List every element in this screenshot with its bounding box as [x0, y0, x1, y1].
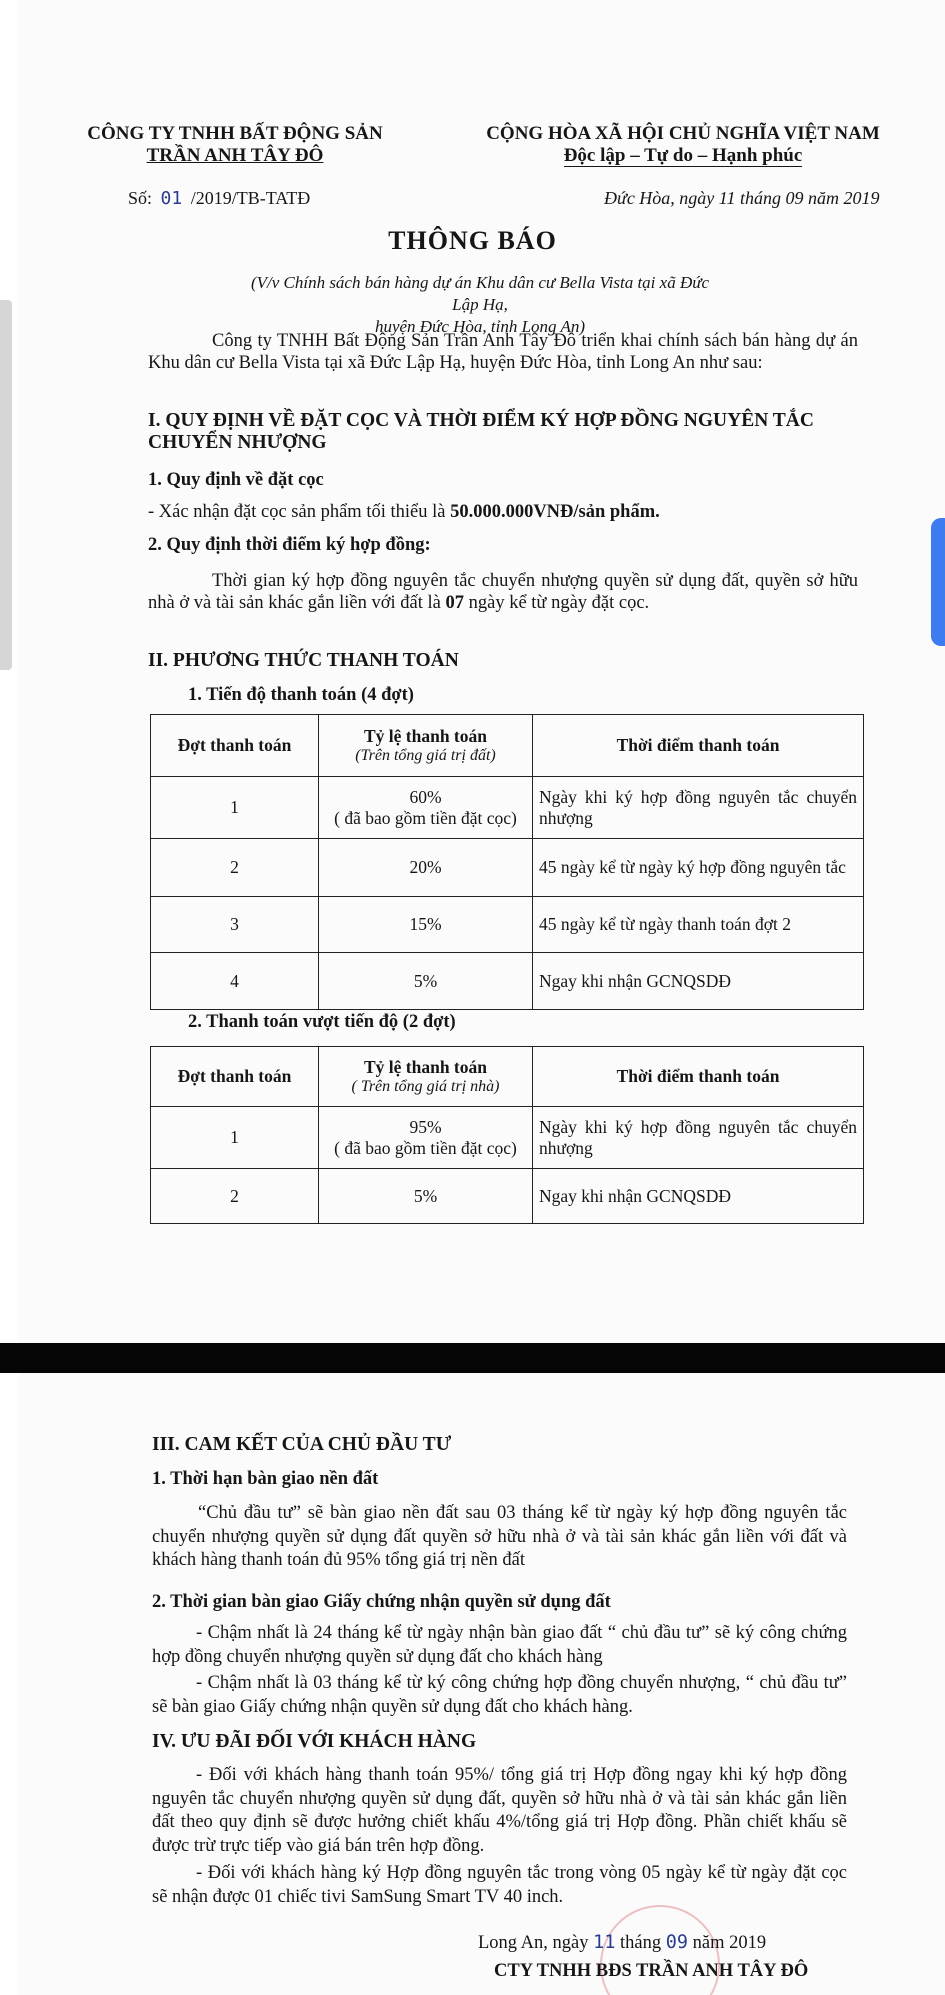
- company-line1: CÔNG TY TNHH BẤT ĐỘNG SẢN: [87, 123, 383, 144]
- nation-motto: Độc lập – Tự do – Hạnh phúc: [563, 145, 803, 166]
- signature-company: CTY TNHH BĐS TRẦN ANH TÂY ĐÔ: [494, 1961, 809, 1981]
- table2-title: 2. Thanh toán vượt tiến độ (2 đợt): [188, 1012, 456, 1032]
- intro-paragraph: Công ty TNHH Bất Động Sản Trần Anh Tây Đô triển khai chính sách bán hàng dự án Khu dân cư Bella Vista tại xã Đức Lập Hạ, huyện Đức Hòa, tỉnh Long An như sau:: [148, 331, 858, 373]
- offer-paragraph-1: - Đối với khách hàng thanh toán 95%/ tổng giá trị Hợp đồng ngay khi ký hợp đồng nguyên tắc chuyển nhượng quyền sử dụng đất, quyền sở hữu nhà ở và tài sản khác gắn liền đất theo quy định sẽ được hưởng chiết khấu 4%/tổng giá trị Hợp đồng. Phần chiết khấu sẽ được trừ trực tiếp vào giá bán trên hợp đồng.: [152, 1765, 847, 1856]
- table-row: 1 95% ( đã bao gồm tiền đặt cọc) Ngày khi ký hợp đồng nguyên tắc chuyển nhượng: [151, 1107, 864, 1169]
- section3-heading: III. CAM KẾT CỦA CHỦ ĐẦU TƯ: [152, 1434, 452, 1455]
- deposit-amount: 50.000.000VNĐ/sản phẩm.: [450, 502, 660, 522]
- doc-number-handwritten: 01: [160, 188, 183, 209]
- certificate-paragraph-1: - Chậm nhất là 24 tháng kể từ ngày nhận bàn giao đất “ chủ đầu tư” sẽ ký công chứng hợp đồng chuyển nhượng quyền sử dụng đất cho khách hàng: [152, 1623, 847, 1667]
- col-header-rate: Tỷ lệ thanh toán (Trên tổng giá trị đất): [319, 715, 533, 777]
- left-edge-handle[interactable]: [0, 300, 12, 670]
- signing-time-paragraph: Thời gian ký hợp đồng nguyên tắc chuyển nhượng quyền sử dụng đất, quyền sở hữu nhà ở và tài sản khác gắn liền với đất là 07 ngày kể từ ngày đặt cọc.: [148, 571, 858, 613]
- col-header-dot: Đợt thanh toán: [151, 715, 319, 777]
- page-gap: [0, 1343, 945, 1373]
- section3-sub1: 1. Thời hạn bàn giao nền đất: [152, 1469, 379, 1489]
- deposit-line: - Xác nhận đặt cọc sản phẩm tối thiểu là 50.000.000VNĐ/sản phẩm.: [148, 502, 660, 522]
- table-row: 2 5% Ngay khi nhận GCNQSDĐ: [151, 1169, 864, 1224]
- nation-line1: CỘNG HÒA XÃ HỘI CHỦ NGHĨA VIỆT NAM: [486, 123, 880, 144]
- signature-date: Long An, ngày 11 tháng 09 năm 2019: [478, 1932, 767, 1953]
- section1-sub1: 1. Quy định về đặt cọc: [148, 470, 324, 490]
- scroll-handle[interactable]: [931, 518, 945, 646]
- table-row: 3 15% 45 ngày kể từ ngày thanh toán đợt 2: [151, 897, 864, 953]
- col-header-rate: Tỷ lệ thanh toán ( Trên tổng giá trị nhà): [319, 1047, 533, 1107]
- col-header-time: Thời điểm thanh toán: [533, 715, 864, 777]
- company-line2: TRẦN ANH TÂY ĐÔ: [146, 145, 324, 166]
- section4-heading: IV. ƯU ĐÃI ĐỐI VỚI KHÁCH HÀNG: [152, 1731, 477, 1752]
- advance-payment-table: [150, 1046, 864, 1224]
- col-header-dot: Đợt thanh toán: [151, 1047, 319, 1107]
- document-subtitle: (V/v Chính sách bán hàng dự án Khu dân cư Bella Vista tại xã Đức Lập Hạ, huyện Đức Hòa, tỉnh Long An): [250, 273, 710, 336]
- table-row: 4 5% Ngay khi nhận GCNQSDĐ: [151, 953, 864, 1010]
- certificate-paragraph-2: - Chậm nhất là 03 tháng kể từ ký công chứng hợp đồng chuyển nhượng, “ chủ đầu tư” sẽ bàn giao Giấy chứng nhận quyền sử dụng đất cho khách hàng.: [152, 1673, 847, 1717]
- table-row: 1 60% ( đã bao gồm tiền đặt cọc) Ngày khi ký hợp đồng nguyên tắc chuyển nhượng: [151, 777, 864, 839]
- document-date: Đức Hòa, ngày 11 tháng 09 năm 2019: [604, 188, 880, 208]
- section1-heading: I. QUY ĐỊNH VỀ ĐẶT CỌC VÀ THỜI ĐIỂM KÝ HỢP ĐỒNG NGUYÊN TẮC CHUYỂN NHƯỢNG: [148, 410, 814, 453]
- section3-sub2: 2. Thời gian bàn giao Giấy chứng nhận quyền sử dụng đất: [152, 1592, 611, 1612]
- document-number: Số: 01 /2019/TB-TATĐ: [128, 188, 311, 209]
- company-header: [70, 123, 400, 167]
- handover-paragraph: “Chủ đầu tư” sẽ bàn giao nền đất sau 03 tháng kể từ ngày ký hợp đồng nguyên tắc chuyển nhượng quyền sử dụng đất quyền sở hữu nhà ở và tài sản khác gắn liền với đất và khách hàng thanh toán đủ 95% tổng giá trị nền đất: [152, 1503, 847, 1570]
- document-title: THÔNG BÁO: [388, 226, 557, 255]
- payment-schedule-table: [150, 714, 864, 1010]
- table-row: 2 20% 45 ngày kể từ ngày ký hợp đồng nguyên tắc: [151, 839, 864, 897]
- section2-heading: II. PHƯƠNG THỨC THANH TOÁN: [148, 650, 459, 671]
- section1-sub2: 2. Quy định thời điểm ký hợp đồng:: [148, 535, 431, 555]
- offer-paragraph-2: - Đối với khách hàng ký Hợp đồng nguyên tắc trong vòng 05 ngày kể từ ngày đặt cọc sẽ nhận được 01 chiếc tivi SamSung Smart TV 40 inch.: [152, 1863, 847, 1907]
- col-header-time: Thời điểm thanh toán: [533, 1047, 864, 1107]
- nation-header: [478, 123, 888, 167]
- table1-title: 1. Tiến độ thanh toán (4 đợt): [188, 685, 414, 705]
